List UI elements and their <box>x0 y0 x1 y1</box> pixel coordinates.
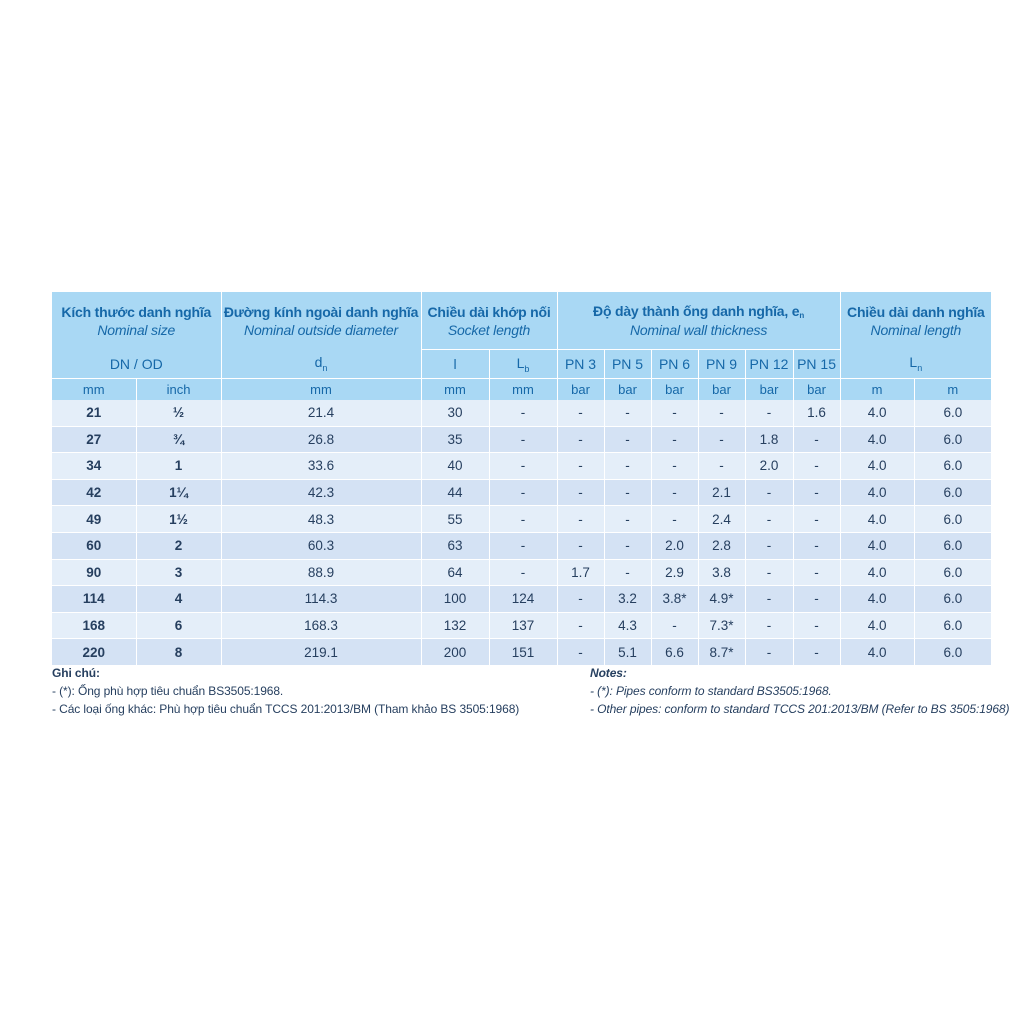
table-cell: 1.6 <box>793 400 840 426</box>
table-cell: - <box>604 559 651 586</box>
header-wall-thickness-vi <box>558 303 840 320</box>
symbol-lb-base: L <box>516 354 525 371</box>
table-cell: - <box>557 479 604 506</box>
pn-9-header: PN 9 <box>698 350 745 379</box>
table-cell: - <box>489 453 557 480</box>
table-cell: 219.1 <box>221 639 421 666</box>
note-line: - Các loại ống khác: Phù hợp tiêu chuẩn TCCS 201:2013/BM (Tham khảo BS 3505:1968) <box>52 702 520 716</box>
unit-cell: m <box>840 379 914 401</box>
table-cell: 2.4 <box>698 506 745 533</box>
symbol-l: l <box>421 350 489 379</box>
table-cell: - <box>745 479 793 506</box>
table-cell: 220 <box>52 639 136 666</box>
table-cell: - <box>489 426 557 453</box>
header-socket-length <box>421 292 557 350</box>
table-cell: 7.3* <box>698 612 745 639</box>
unit-cell: bar <box>745 379 793 401</box>
header-nominal-length <box>840 292 991 350</box>
table-cell: 200 <box>421 639 489 666</box>
table-cell: 4.3 <box>604 612 651 639</box>
table-cell: - <box>557 400 604 426</box>
table-cell: - <box>793 612 840 639</box>
table-cell: 114 <box>52 586 136 613</box>
table-cell: - <box>793 559 840 586</box>
table-cell: 6.0 <box>914 506 991 533</box>
table-cell: - <box>489 506 557 533</box>
table-cell: 114.3 <box>221 586 421 613</box>
table-cell: 1¼ <box>136 479 221 506</box>
table-cell: 6.0 <box>914 639 991 666</box>
table-cell: 2.9 <box>651 559 698 586</box>
unit-cell: inch <box>136 379 221 401</box>
table-row <box>52 559 991 586</box>
notes-english-title: Notes: <box>590 666 627 680</box>
notes-english <box>590 664 1009 718</box>
table-cell: - <box>604 479 651 506</box>
table-row <box>52 400 991 426</box>
symbol-dn <box>221 350 421 379</box>
table-cell: 4.0 <box>840 453 914 480</box>
table-cell: - <box>557 426 604 453</box>
header-outside-diameter-vi: Đường kính ngoài danh nghĩa <box>223 303 419 320</box>
table-cell: - <box>793 586 840 613</box>
table-cell: 60.3 <box>221 532 421 559</box>
table-cell: 33.6 <box>221 453 421 480</box>
unit-cell: bar <box>698 379 745 401</box>
table-cell: - <box>698 400 745 426</box>
table-cell: 8.7* <box>698 639 745 666</box>
symbol-lb-sub: b <box>524 363 530 374</box>
table-cell: - <box>793 532 840 559</box>
table-cell: - <box>793 426 840 453</box>
header-outside-diameter-en: Nominal outside diameter <box>244 321 398 338</box>
table-cell: - <box>745 400 793 426</box>
unit-cell: bar <box>651 379 698 401</box>
table-cell: - <box>793 506 840 533</box>
table-cell: 132 <box>421 612 489 639</box>
table-cell: 2 <box>136 532 221 559</box>
table-row <box>52 479 991 506</box>
table-cell: 63 <box>421 532 489 559</box>
table-cell: 124 <box>489 586 557 613</box>
table-cell: 5.1 <box>604 639 651 666</box>
header-wall-thickness-vi-text: Độ dày thành ống danh nghĩa, e <box>593 303 800 319</box>
header-socket-length-en: Socket length <box>447 321 531 338</box>
table-cell: 21.4 <box>221 400 421 426</box>
table-cell: - <box>604 506 651 533</box>
table-cell: 4.0 <box>840 639 914 666</box>
table-cell: 3.8* <box>651 586 698 613</box>
table-row <box>52 453 991 480</box>
table-cell: 6 <box>136 612 221 639</box>
table-cell: - <box>793 479 840 506</box>
table-row <box>52 426 991 453</box>
table-cell: - <box>745 612 793 639</box>
table-cell: - <box>489 559 557 586</box>
table-cell: - <box>651 426 698 453</box>
table-cell: 27 <box>52 426 136 453</box>
note-line: - (*): Ống phù hợp tiêu chuẩn BS3505:1968. <box>52 684 284 698</box>
table-cell: - <box>651 400 698 426</box>
table-cell: 55 <box>421 506 489 533</box>
note-line: - Other pipes: conform to standard TCCS 201:2013/BM (Refer to BS 3505:1968) <box>590 702 1010 716</box>
header-nominal-size-en: Nominal size <box>97 321 176 338</box>
header-nominal-length-en: Nominal length <box>870 321 962 338</box>
table-cell: 4.0 <box>840 400 914 426</box>
table-cell: 90 <box>52 559 136 586</box>
table-cell: 34 <box>52 453 136 480</box>
table-cell: - <box>651 506 698 533</box>
table-cell: - <box>651 479 698 506</box>
table-cell: - <box>745 639 793 666</box>
table-cell: 2.0 <box>651 532 698 559</box>
table-cell: 4.9* <box>698 586 745 613</box>
table-row <box>52 639 991 666</box>
table-cell: 151 <box>489 639 557 666</box>
pn-15-header: PN 15 <box>793 350 840 379</box>
unit-cell: mm <box>221 379 421 401</box>
unit-cell: bar <box>793 379 840 401</box>
unit-cell: m <box>914 379 991 401</box>
table-cell: 4.0 <box>840 586 914 613</box>
table-cell: 6.0 <box>914 479 991 506</box>
header-socket-length-vi: Chiều dài khớp nối <box>427 303 551 320</box>
table-cell: 48.3 <box>221 506 421 533</box>
table-row <box>52 532 991 559</box>
table-cell: 44 <box>421 479 489 506</box>
table-cell: - <box>489 532 557 559</box>
table-cell: 40 <box>421 453 489 480</box>
table-row <box>52 586 991 613</box>
unit-cell: mm <box>489 379 557 401</box>
table-cell: 1½ <box>136 506 221 533</box>
table-cell: 4.0 <box>840 506 914 533</box>
table-cell: - <box>489 479 557 506</box>
unit-cell: bar <box>557 379 604 401</box>
table-cell: 35 <box>421 426 489 453</box>
header-wall-thickness-vi-sub: n <box>799 311 805 320</box>
table-cell: 3.8 <box>698 559 745 586</box>
table-cell: 42.3 <box>221 479 421 506</box>
unit-cell: bar <box>604 379 651 401</box>
table-cell: - <box>557 612 604 639</box>
table-body <box>52 400 991 665</box>
table-cell: 4.0 <box>840 559 914 586</box>
table-row <box>52 612 991 639</box>
table-cell: 3 <box>136 559 221 586</box>
table-cell: 6.0 <box>914 532 991 559</box>
table-cell: - <box>793 453 840 480</box>
pipe-spec-table <box>52 292 991 666</box>
notes-vietnamese-title: Ghi chú: <box>52 666 100 680</box>
table-cell: - <box>604 453 651 480</box>
table-row <box>52 506 991 533</box>
table-cell: - <box>557 532 604 559</box>
symbol-dn-base: d <box>314 354 323 371</box>
table-cell: - <box>604 426 651 453</box>
table-cell: 6.0 <box>914 453 991 480</box>
table-cell: 1.8 <box>745 426 793 453</box>
unit-cell: mm <box>52 379 136 401</box>
unit-cell: mm <box>421 379 489 401</box>
table-cell: 168.3 <box>221 612 421 639</box>
table-cell: - <box>745 586 793 613</box>
table-cell: - <box>604 400 651 426</box>
table-cell: - <box>489 400 557 426</box>
table-cell: 100 <box>421 586 489 613</box>
table-cell: 21 <box>52 400 136 426</box>
header-nominal-size <box>52 292 221 350</box>
header-nominal-size-vi: Kích thước danh nghĩa <box>61 303 212 320</box>
table-cell: 4.0 <box>840 532 914 559</box>
table-cell: - <box>698 426 745 453</box>
table-cell: ¾ <box>136 426 221 453</box>
table-cell: - <box>557 506 604 533</box>
table-cell: - <box>557 639 604 666</box>
table-cell: 1 <box>136 453 221 480</box>
table-cell: 49 <box>52 506 136 533</box>
header-outside-diameter <box>221 292 421 350</box>
table-cell: 88.9 <box>221 559 421 586</box>
table-cell: 6.0 <box>914 426 991 453</box>
table-cell: 2.8 <box>698 532 745 559</box>
table-cell: 4 <box>136 586 221 613</box>
table-cell: 4.0 <box>840 426 914 453</box>
table-cell: - <box>604 532 651 559</box>
pn-5-header: PN 5 <box>604 350 651 379</box>
table-cell: 6.0 <box>914 586 991 613</box>
symbol-dn-od: DN / OD <box>52 350 221 379</box>
symbol-ln <box>840 350 991 379</box>
pn-12-header: PN 12 <box>745 350 793 379</box>
table-cell: - <box>698 453 745 480</box>
unit-row <box>52 379 991 401</box>
table-cell: 8 <box>136 639 221 666</box>
table-cell: 6.0 <box>914 559 991 586</box>
table-cell: 64 <box>421 559 489 586</box>
note-line: - (*): Pipes conform to standard BS3505:1968. <box>590 684 832 698</box>
table-cell: - <box>745 559 793 586</box>
symbol-ln-sub: n <box>917 363 923 374</box>
table-cell: 3.2 <box>604 586 651 613</box>
table-cell: - <box>745 532 793 559</box>
header-wall-thickness <box>557 292 840 350</box>
table-cell: 26.8 <box>221 426 421 453</box>
table-cell: 168 <box>52 612 136 639</box>
table-cell: - <box>651 453 698 480</box>
table-cell: 2.1 <box>698 479 745 506</box>
pn-3-header: PN 3 <box>557 350 604 379</box>
table-cell: ½ <box>136 400 221 426</box>
table-cell: - <box>557 453 604 480</box>
table-cell: - <box>557 586 604 613</box>
table-cell: 30 <box>421 400 489 426</box>
table-cell: 137 <box>489 612 557 639</box>
table-cell: 6.0 <box>914 612 991 639</box>
table-cell: 42 <box>52 479 136 506</box>
table-cell: - <box>651 612 698 639</box>
table-cell: 2.0 <box>745 453 793 480</box>
table-cell: 1.7 <box>557 559 604 586</box>
table-cell: 6.0 <box>914 400 991 426</box>
table-cell: - <box>793 639 840 666</box>
symbol-dn-sub: n <box>322 363 328 374</box>
table-cell: 4.0 <box>840 612 914 639</box>
table-cell: 4.0 <box>840 479 914 506</box>
table-cell: - <box>745 506 793 533</box>
table-cell: 60 <box>52 532 136 559</box>
symbol-ln-base: L <box>909 354 918 371</box>
pn-6-header: PN 6 <box>651 350 698 379</box>
notes-vietnamese <box>52 664 519 718</box>
symbol-lb <box>489 350 557 379</box>
header-nominal-length-vi: Chiều dài danh nghĩa <box>847 303 985 320</box>
header-wall-thickness-en: Nominal wall thickness <box>629 322 768 338</box>
table-cell: 6.6 <box>651 639 698 666</box>
